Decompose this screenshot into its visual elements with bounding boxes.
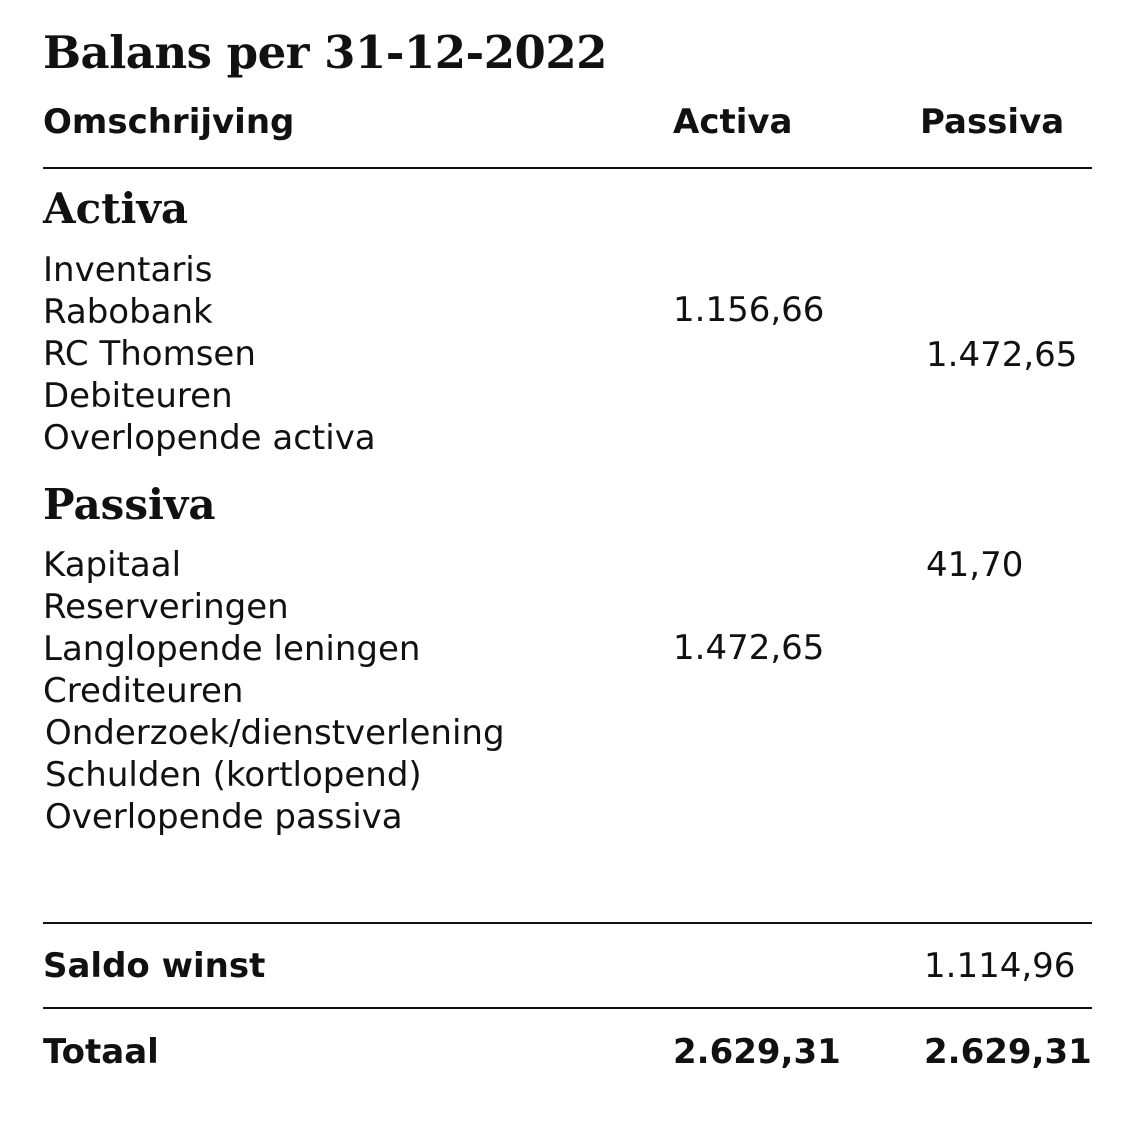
- list-item: Rabobank: [43, 292, 213, 332]
- list-item: RC Thomsen: [43, 334, 256, 374]
- passiva-item-list: [43, 544, 505, 838]
- section-heading-passiva: Passiva: [43, 480, 216, 529]
- section-heading-activa: Activa: [43, 184, 189, 233]
- list-item: Onderzoek/dienstverlening: [45, 713, 505, 753]
- value-langlopende-leningen-activa: 1.472,65: [673, 628, 825, 668]
- saldo-winst-label: Saldo winst: [43, 946, 266, 986]
- total-divider: [43, 1007, 1092, 1009]
- page-title: Balans per 31-12-2022: [43, 26, 607, 79]
- total-activa: 2.629,31: [673, 1032, 841, 1072]
- column-header-description: Omschrijving: [43, 102, 295, 142]
- header-divider: [43, 167, 1092, 169]
- value-rc-thomsen-passiva: 1.472,65: [926, 335, 1078, 375]
- saldo-winst-passiva: 1.114,96: [924, 946, 1076, 986]
- value-kapitaal-passiva: 41,70: [926, 545, 1024, 585]
- list-item: Debiteuren: [43, 376, 233, 416]
- list-item: Kapitaal: [43, 545, 182, 585]
- column-header-passiva: Passiva: [920, 102, 1065, 142]
- list-item: Schulden (kortlopend): [45, 755, 422, 795]
- list-item: Overlopende activa: [43, 418, 376, 458]
- saldo-divider: [43, 922, 1092, 924]
- activa-item-list: [43, 249, 376, 459]
- list-item: Overlopende passiva: [45, 797, 403, 837]
- value-rabobank-activa: 1.156,66: [673, 290, 825, 330]
- column-header-activa: Activa: [673, 102, 793, 142]
- list-item: Langlopende leningen: [43, 629, 421, 669]
- list-item: Inventaris: [43, 250, 213, 290]
- total-passiva: 2.629,31: [924, 1032, 1092, 1072]
- list-item: Crediteuren: [43, 671, 244, 711]
- list-item: Reserveringen: [43, 587, 289, 627]
- total-label: Totaal: [43, 1032, 159, 1072]
